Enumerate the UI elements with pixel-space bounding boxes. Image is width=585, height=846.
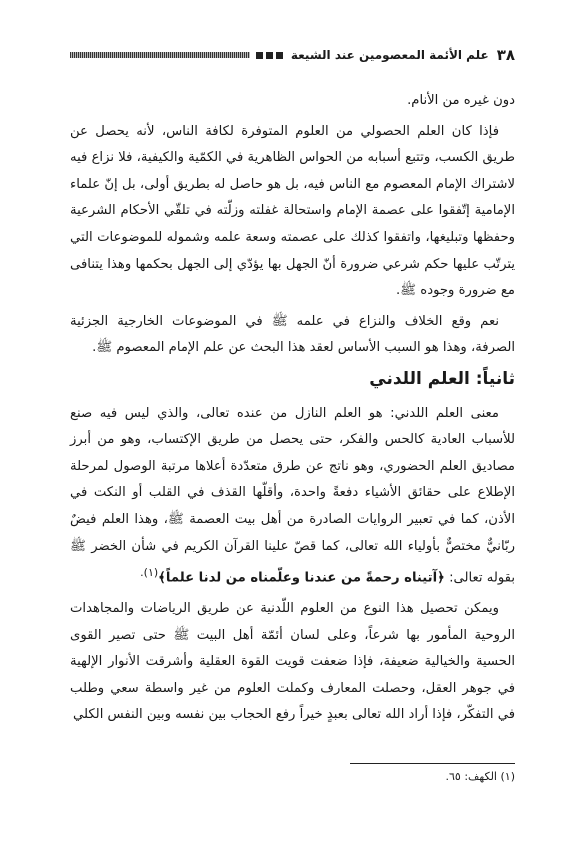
paragraph-text: معنى العلم اللدني: هو العلم النازل من عنده تعالى، والذي ليس فيه صنع للأسباب العادية كالحس والفكر، حتى يحصل من طريق الإكتساب، وهو من أبرز مصاديق العلم الحضوري، وهو ناتج عن طرق متعدّدة أعلاها مرتبة الوصول لمرحلة الإطلاع على حقائق الأشياء دفعةً واحدة، وأقلّها القذف في القلب أو النكت في الأذن، كما في تعبير الروايات الصادرة من أهل بيت العصمة ﷺ، وهذا العلم فيضٌ ربّانيٌّ مختصٌّ بأولياء الله تعالى، كما قصّ علينا القرآن الكريم في شأن الخضر ﷺ بقوله تعالى:	[70, 405, 515, 586]
paragraph: دون غيره من الأنام.	[407, 93, 515, 108]
header-ornament	[256, 52, 283, 59]
header-rule	[70, 52, 250, 58]
paragraph: فإذا كان العلم الحصولي من العلوم المتوفرة لكافة الناس، لأنه يحصل عن طريق الكسب، وتتبع أسبابه من الحواس الظاهرية في الكمّية والكيفية، فلا نزاع فيه لاشتراك الإمام المعصوم مع الناس فيه، بل هو حاصل له بطريق أولى، بل إنّ علماء الإمامية إتّفقوا على عصمة الإمام واستحالة غفلته وزلّته في تلقّي الأحكام الشرعية وحفظها وتبليغها، واتفقوا كذلك على عصمته وسعة علمه وشموله للموضوعات التي يترتّب عليها حكم شرعي ضرورة أنّ الجهل بها يؤدّي إلى الجهل بحكمها وهذا يتنافى مع ضرورة وجوده ﷺ.	[70, 123, 515, 299]
page-body	[70, 88, 515, 733]
running-title: علم الأئمة المعصومين عند الشيعة	[290, 48, 489, 62]
footnote-divider	[350, 763, 515, 764]
footnote: (١) الكهف: ٦٥.	[445, 770, 515, 783]
paragraph: ويمكن تحصيل هذا النوع من العلوم اللّدنية عن طريق الرياضات والمجاهدات الروحية المأمور بها شرعاً، وعلى لسان أئمّة أهل البيت ﷺ حتى تصير القوى الحسية والخيالية ضعيفة، فإذا ضعفت قويت القوة العقلية وأشرقت الأنوار الإلهية في جوهر العقل، وحصلت المعارف وكملت العلوم من غير واسطة سعي وطلب في التفكّر، فإذا أراد الله تعالى بعبدٍ خيراً رفع الحجاب بين نفسه وبين النفس الكلي	[70, 601, 515, 723]
page-header	[70, 44, 515, 66]
paragraph	[70, 401, 515, 593]
paragraph: نعم وقع الخلاف والنزاع في علمه ﷺ في الموضوعات الخارجية الجزئية الصرفة، وهذا هو السبب الأساس لعقد هذا البحث عن علم الإمام المعصوم ﷺ.	[70, 313, 515, 356]
page-number: ٣٨	[496, 46, 515, 64]
quran-verse: ﴿آتيناه رحمةً من عندنا وعلّمناه من لدنا علماً﴾	[158, 570, 445, 586]
footnote-ref: (١).	[140, 566, 159, 580]
section-heading: ثانياً: العلم اللدني	[369, 368, 515, 389]
